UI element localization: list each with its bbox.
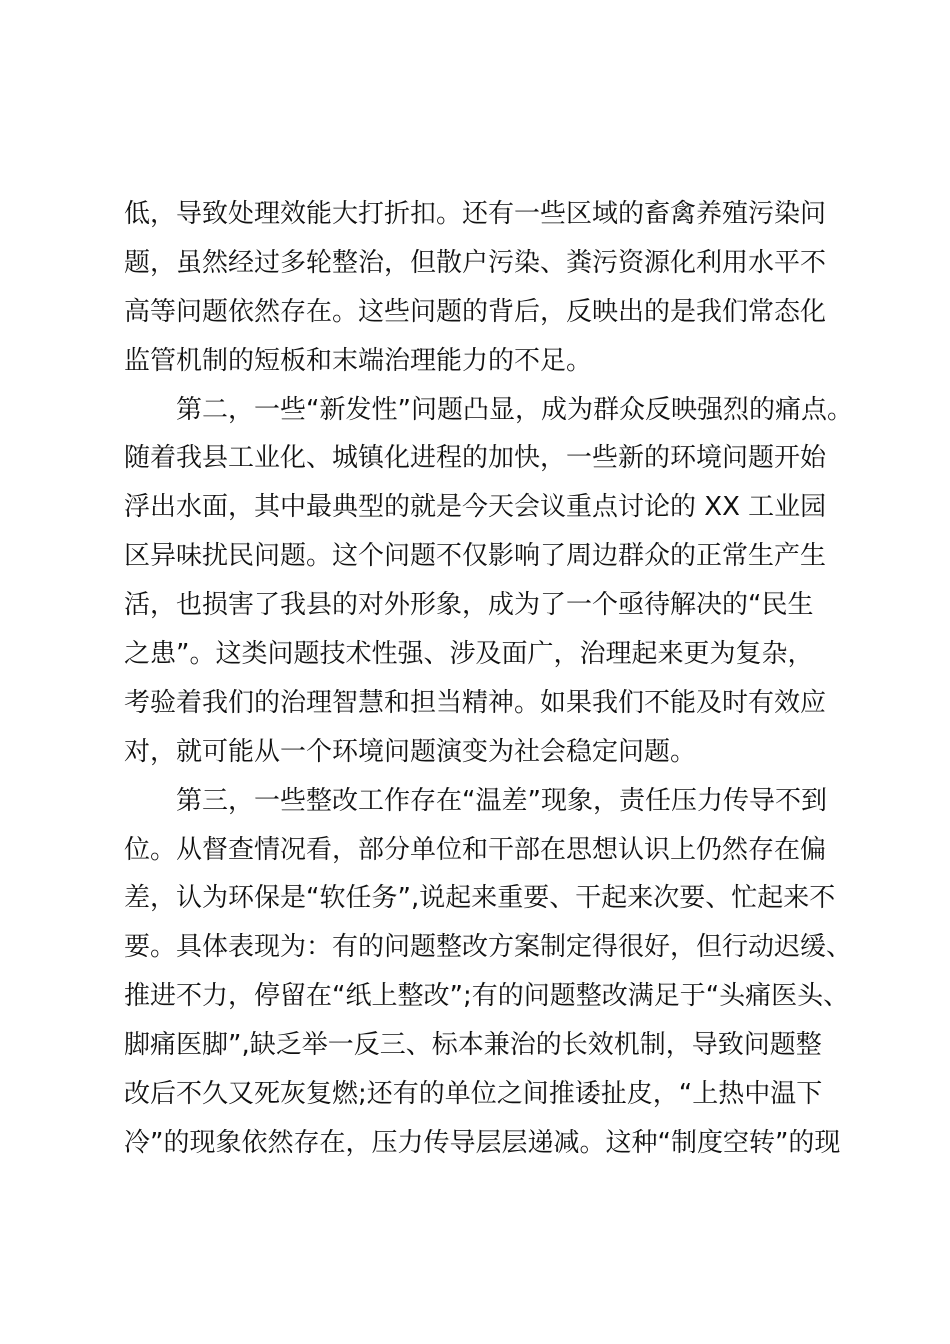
text-line: 差，认为环保是“软任务”,说起来重要、干起来次要、忙起来不 <box>124 883 836 914</box>
text-line: 位。从督查情况看，部分单位和干部在思想认识上仍然存在偏 <box>124 834 827 865</box>
text-line: 推进不力，停留在“纸上整改”;有的问题整改满足于“头痛医头、 <box>124 981 850 1012</box>
text-line: 低，导致处理效能大打折扣。还有一些区域的畜禽养殖污染问 <box>124 199 827 229</box>
text-line: 随着我县工业化、城镇化进程的加快，一些新的环境问题开始 <box>124 443 827 474</box>
text-line: 之患”。这类问题技术性强、涉及面广，治理起来更为复杂， <box>124 639 814 670</box>
text-line: 浮出水面，其中最典型的就是今天会议重点讨论的 XX 工业园 <box>124 492 827 523</box>
text-line: 第三，一些整改工作存在“温差”现象，责任压力传导不到 <box>124 785 827 816</box>
text-line: 活，也损害了我县的对外形象，成为了一个亟待解决的“民生 <box>124 590 814 621</box>
body-text <box>124 190 853 1168</box>
text-line: 区异味扰民问题。这个问题不仅影响了周边群众的正常生产生 <box>124 541 827 572</box>
text-line: 考验着我们的治理智慧和担当精神。如果我们不能及时有效应 <box>124 687 827 718</box>
text-line: 题，虽然经过多轮整治，但散户污染、粪污资源化利用水平不 <box>124 247 827 278</box>
text-line: 高等问题依然存在。这些问题的背后，反映出的是我们常态化 <box>124 296 827 327</box>
text-line: 脚痛医脚”,缺乏举一反三、标本兼治的长效机制，导致问题整 <box>124 1030 822 1061</box>
text-line: 监管机制的短板和末端治理能力的不足。 <box>124 345 593 376</box>
text-line: 冷”的现象依然存在，压力传导层层递减。这种“制度空转”的现 <box>124 1127 841 1158</box>
text-line: 对，就可能从一个环境问题演变为社会稳定问题。 <box>124 736 697 767</box>
text-line: 改后不久又死灰复燃;还有的单位之间推诿扯皮，“上热中温下 <box>124 1079 823 1110</box>
text-line: 要。具体表现为：有的问题整改方案制定得很好，但行动迟缓、 <box>124 932 853 963</box>
text-line: 第二，一些“新发性”问题凸显，成为群众反映强烈的痛点。 <box>124 394 853 425</box>
